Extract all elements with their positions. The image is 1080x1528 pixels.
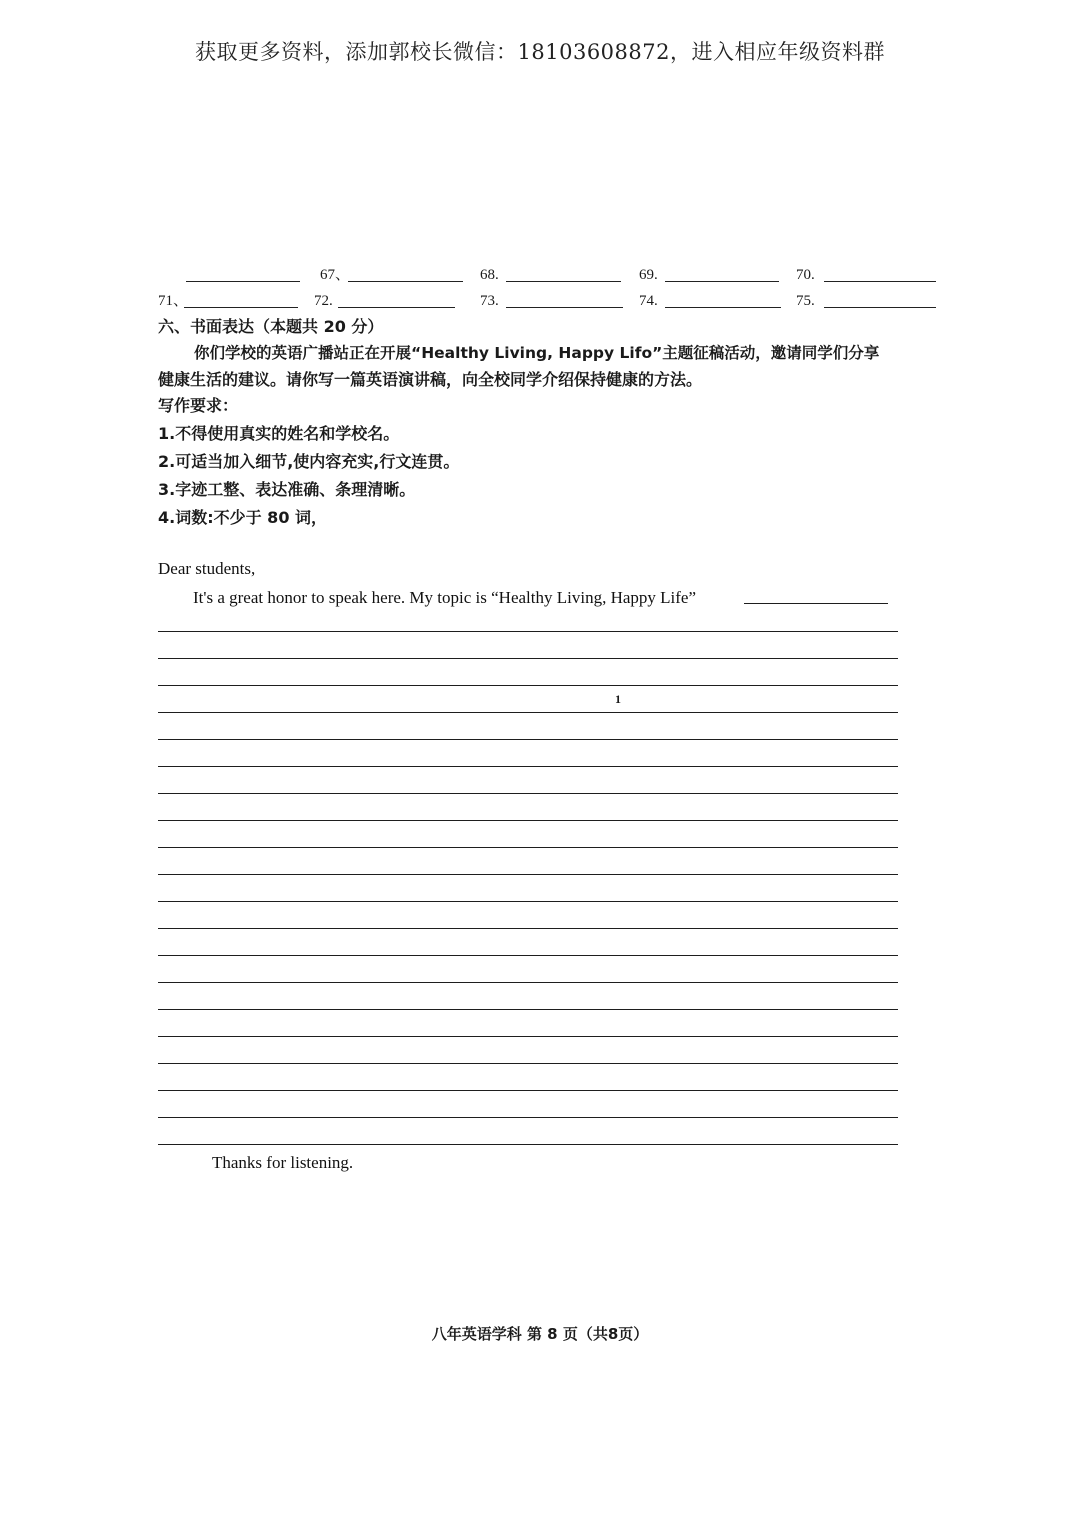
answer-slot-71 [158,288,303,312]
answer-slot-68 [480,262,625,286]
stray-mark: 1 [615,692,621,706]
answer-number: 68. [480,267,499,283]
answer-blank[interactable] [184,307,298,308]
writing-line[interactable] [158,658,898,659]
letter-closing: Thanks for listening. [212,1153,354,1172]
answer-slot-72 [314,288,459,312]
writing-line[interactable] [158,901,898,902]
prompt-line-2: 健康生活的建议。请你写一篇英语演讲稿，向全校同学介绍保持健康的方法。 [158,370,703,389]
writing-line[interactable] [158,1144,898,1145]
writing-line[interactable] [158,1009,898,1010]
writing-line[interactable] [158,685,898,686]
writing-line[interactable] [158,1090,898,1091]
answer-slot-75 [796,288,938,312]
promo-header: 获取更多资料，添加郭校长微信：18103608872，进入相应年级资料群 [195,40,885,64]
writing-line[interactable] [158,847,898,848]
answer-slot-69 [639,262,784,286]
writing-line[interactable] [158,1036,898,1037]
writing-line[interactable] [158,712,898,713]
answer-number: 69. [639,267,658,283]
writing-line[interactable] [158,874,898,875]
answer-slot-73 [480,288,625,312]
answer-blank[interactable] [824,281,936,282]
answer-slot-66 [158,262,303,286]
answer-blank[interactable] [824,307,936,308]
answer-blank[interactable] [665,307,781,308]
answer-blank[interactable] [506,281,621,282]
requirement-item: 3.字迹工整、表达准确、条理清晰。 [158,480,416,499]
writing-line[interactable] [158,955,898,956]
writing-line[interactable] [158,1063,898,1064]
answer-number: 67、 [320,267,351,283]
opening-blank[interactable] [744,603,888,604]
answer-number: 73. [480,293,499,309]
answer-number: 70. [796,267,815,283]
page-footer: 八年英语学科 第 8 页（共8页） [431,1325,649,1343]
answer-blank[interactable] [506,307,623,308]
requirements-label: 写作要求： [158,396,239,415]
requirement-item: 1.不得使用真实的姓名和学校名。 [158,424,400,443]
writing-line[interactable] [158,631,898,632]
writing-line[interactable] [158,766,898,767]
answer-slot-70 [796,262,938,286]
writing-line[interactable] [158,928,898,929]
answer-number: 72. [314,293,333,309]
letter-salutation: Dear students, [158,559,256,578]
answer-blank[interactable] [348,281,463,282]
writing-line[interactable] [158,820,898,821]
answer-row-2 [158,288,938,314]
answer-slot-67 [320,262,465,286]
answer-blank[interactable] [186,281,300,282]
answer-number: 71、 [158,293,189,309]
requirement-item: 2.可适当加入细节,使内容充实,行文连贯。 [158,452,460,471]
section-title: 六、书面表达（本题共 20 分） [158,317,384,336]
answer-number: 75. [796,293,815,309]
writing-line[interactable] [158,982,898,983]
answer-blank[interactable] [338,307,455,308]
answer-slot-74 [639,288,784,312]
answer-number: 74. [639,293,658,309]
writing-line[interactable] [158,793,898,794]
requirement-item: 4.词数:不少于 80 词， [158,508,328,527]
letter-opening: It's a great honor to speak here. My topic is “Healthy Living, Happy Life” [193,588,696,607]
prompt-line-1: 你们学校的英语广播站正在开展“Healthy Living, Happy Lifo”主题征稿活动，邀请同学们分享 [194,344,880,362]
writing-line[interactable] [158,739,898,740]
answer-row-1 [158,262,938,288]
writing-line[interactable] [158,1117,898,1118]
answer-blank[interactable] [665,281,779,282]
